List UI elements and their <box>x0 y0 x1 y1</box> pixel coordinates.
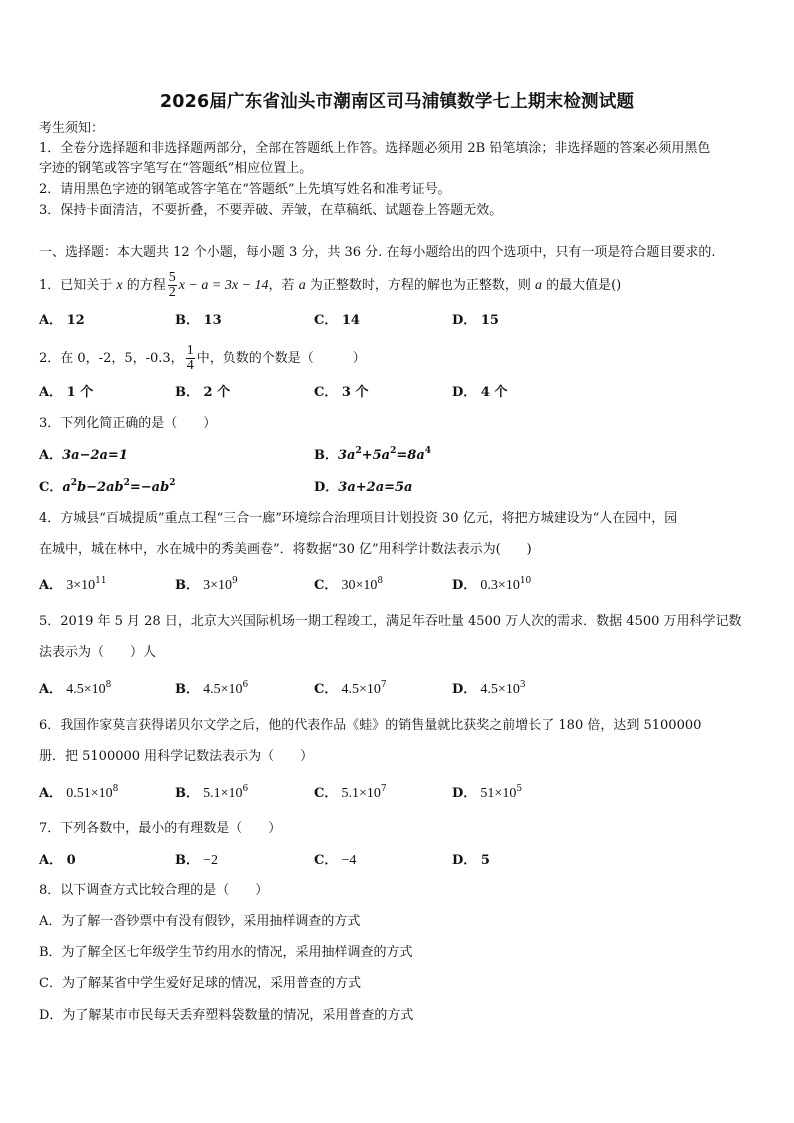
question-4-line-1: 4．方城县“百城提质”重点工程“三合一廊”环境综合治理项目计划投资 30 亿元，将把方城建设为“人在园中，园 <box>39 511 678 526</box>
question-1 <box>39 271 621 300</box>
question-5-line-2: 法表示为（ ）人 <box>39 645 157 660</box>
q2-option-b[interactable]: B． 2 个 <box>175 385 231 400</box>
q5-option-d[interactable]: D． $4.5\times 10^3$ <box>452 680 526 697</box>
notice-item-1-line-1: 1．全卷分选择题和非选择题两部分，全部在答题纸上作答。选择题必须用 2B 铅笔填涂；非选择题的答案必须用黑色 <box>39 141 711 156</box>
q1-option-a[interactable]: A． 12 <box>39 313 85 328</box>
question-2 <box>39 344 366 373</box>
q7-option-d[interactable]: D． 5 <box>452 853 490 868</box>
question-4-line-2: 在城中，城在林中，水在城中的秀美画卷”．将数据“30 亿”用科学计数法表示为( ) <box>39 542 532 557</box>
q7-option-c[interactable]: C． −4 <box>314 853 357 868</box>
question-3: 3．下列化简正确的是（ ） <box>39 416 217 431</box>
q8-option-a[interactable]: A．为了解一沓钞票中有没有假钞，采用抽样调查的方式 <box>39 914 361 929</box>
q1-fraction: $\frac{5}{2}$ <box>168 270 176 300</box>
q2-text-1: 2．在 0，-2，5，-0.3， <box>39 351 184 366</box>
q1-text-5: 的最大值是() <box>541 278 622 293</box>
q8-option-d[interactable]: D．为了解某市市民每天丢弃塑料袋数量的情况，采用普查的方式 <box>39 1008 414 1023</box>
page-title: 2026届广东省汕头市潮南区司马浦镇数学七上期末检测试题 <box>159 92 635 112</box>
question-6-line-2: 册．把 5100000 用科学记数法表示为（ ） <box>39 749 314 764</box>
q1-var-a-2: a <box>534 278 542 293</box>
q3-option-b[interactable]: B．$3a^2+5a^2=8a^4$ <box>314 446 432 463</box>
q5-option-b[interactable]: B． $4.5\times 10^6$ <box>175 680 249 697</box>
q3-option-c[interactable]: C．$a^2b-2ab^2=-ab^2$ <box>39 478 176 495</box>
notice-item-3: 3．保持卡面清洁，不要折叠，不要弄破、弄皱，在草稿纸、试题卷上答题无效。 <box>39 203 503 218</box>
q7-option-a[interactable]: A． 0 <box>39 853 76 868</box>
question-6-line-1: 6．我国作家莫言获得诺贝尔文学之后，他的代表作品《蛙》的销售量就比获奖之前增长了 180 倍，达到 5100000 <box>39 718 702 733</box>
q7-option-b[interactable]: B． −2 <box>175 853 219 868</box>
q1-equation: x − a = 3x − 14 <box>178 278 269 293</box>
q2-fraction: $\frac{1}{4}$ <box>186 343 194 373</box>
q2-text-2: 中，负数的个数是（ ） <box>196 351 366 366</box>
q4-option-c[interactable]: C． $30\times 10^8$ <box>314 576 384 593</box>
q8-option-c[interactable]: C．为了解某省中学生爱好足球的情况，采用普查的方式 <box>39 976 361 991</box>
q1-text-4: 为正整数时，方程的解也为正整数，则 <box>305 278 535 293</box>
q2-option-d[interactable]: D． 4 个 <box>452 385 508 400</box>
q2-option-a[interactable]: A． 1 个 <box>39 385 94 400</box>
question-7: 7．下列各数中，最小的有理数是（ ） <box>39 821 282 836</box>
q3-option-a[interactable]: A．3a−2a=1 <box>39 448 128 463</box>
q6-option-c[interactable]: C． $5.1\times 10^7$ <box>314 784 387 801</box>
q6-option-d[interactable]: D． $51\times 10^5$ <box>452 784 523 801</box>
q2-option-c[interactable]: C． 3 个 <box>314 385 369 400</box>
q1-var-x: x <box>116 278 123 293</box>
notice-heading: 考生须知： <box>39 121 105 136</box>
q4-option-b[interactable]: B． $3\times 10^9$ <box>175 576 238 593</box>
question-8: 8．以下调查方式比较合理的是（ ） <box>39 883 269 898</box>
section-heading: 一、选择题：本大题共 12 个小题，每小题 3 分，共 36 分. 在每小题给出的四个选项中，只有一项是符合题目要求的. <box>39 245 716 260</box>
q1-option-c[interactable]: C． 14 <box>314 313 360 328</box>
q4-option-d[interactable]: D． $0.3\times 10^{10}$ <box>452 576 532 593</box>
q3-option-d[interactable]: D．3a+2a=5a <box>314 480 413 495</box>
q5-option-c[interactable]: C． $4.5\times 10^7$ <box>314 680 387 697</box>
notice-item-1-line-2: 字迹的钢笔或答字笔写在“答题纸”相应位置上。 <box>39 161 313 176</box>
q8-option-b[interactable]: B．为了解全区七年级学生节约用水的情况，采用抽样调查的方式 <box>39 945 413 960</box>
question-5-line-1: 5．2019 年 5 月 28 日，北京大兴国际机场一期工程竣工，满足年吞吐量 4500 万人次的需求．数据 4500 万用科学记数 <box>39 614 742 629</box>
q4-option-a[interactable]: A． $3\times 10^{11}$ <box>39 576 107 593</box>
q1-text-1: 1．已知关于 <box>39 278 117 293</box>
q5-option-a[interactable]: A． $4.5\times 10^8$ <box>39 680 112 697</box>
q6-option-a[interactable]: A． $0.51\times 10^8$ <box>39 784 119 801</box>
q1-text-2: 的方程 <box>122 278 166 293</box>
q6-option-b[interactable]: B． $5.1\times 10^6$ <box>175 784 249 801</box>
q1-option-b[interactable]: B． 13 <box>175 313 222 328</box>
q1-text-3: ，若 <box>268 278 299 293</box>
q1-var-a: a <box>298 278 306 293</box>
q1-option-d[interactable]: D． 15 <box>452 313 499 328</box>
notice-item-2: 2．请用黑色字迹的钢笔或答字笔在“答题纸”上先填写姓名和准考证号。 <box>39 182 451 197</box>
